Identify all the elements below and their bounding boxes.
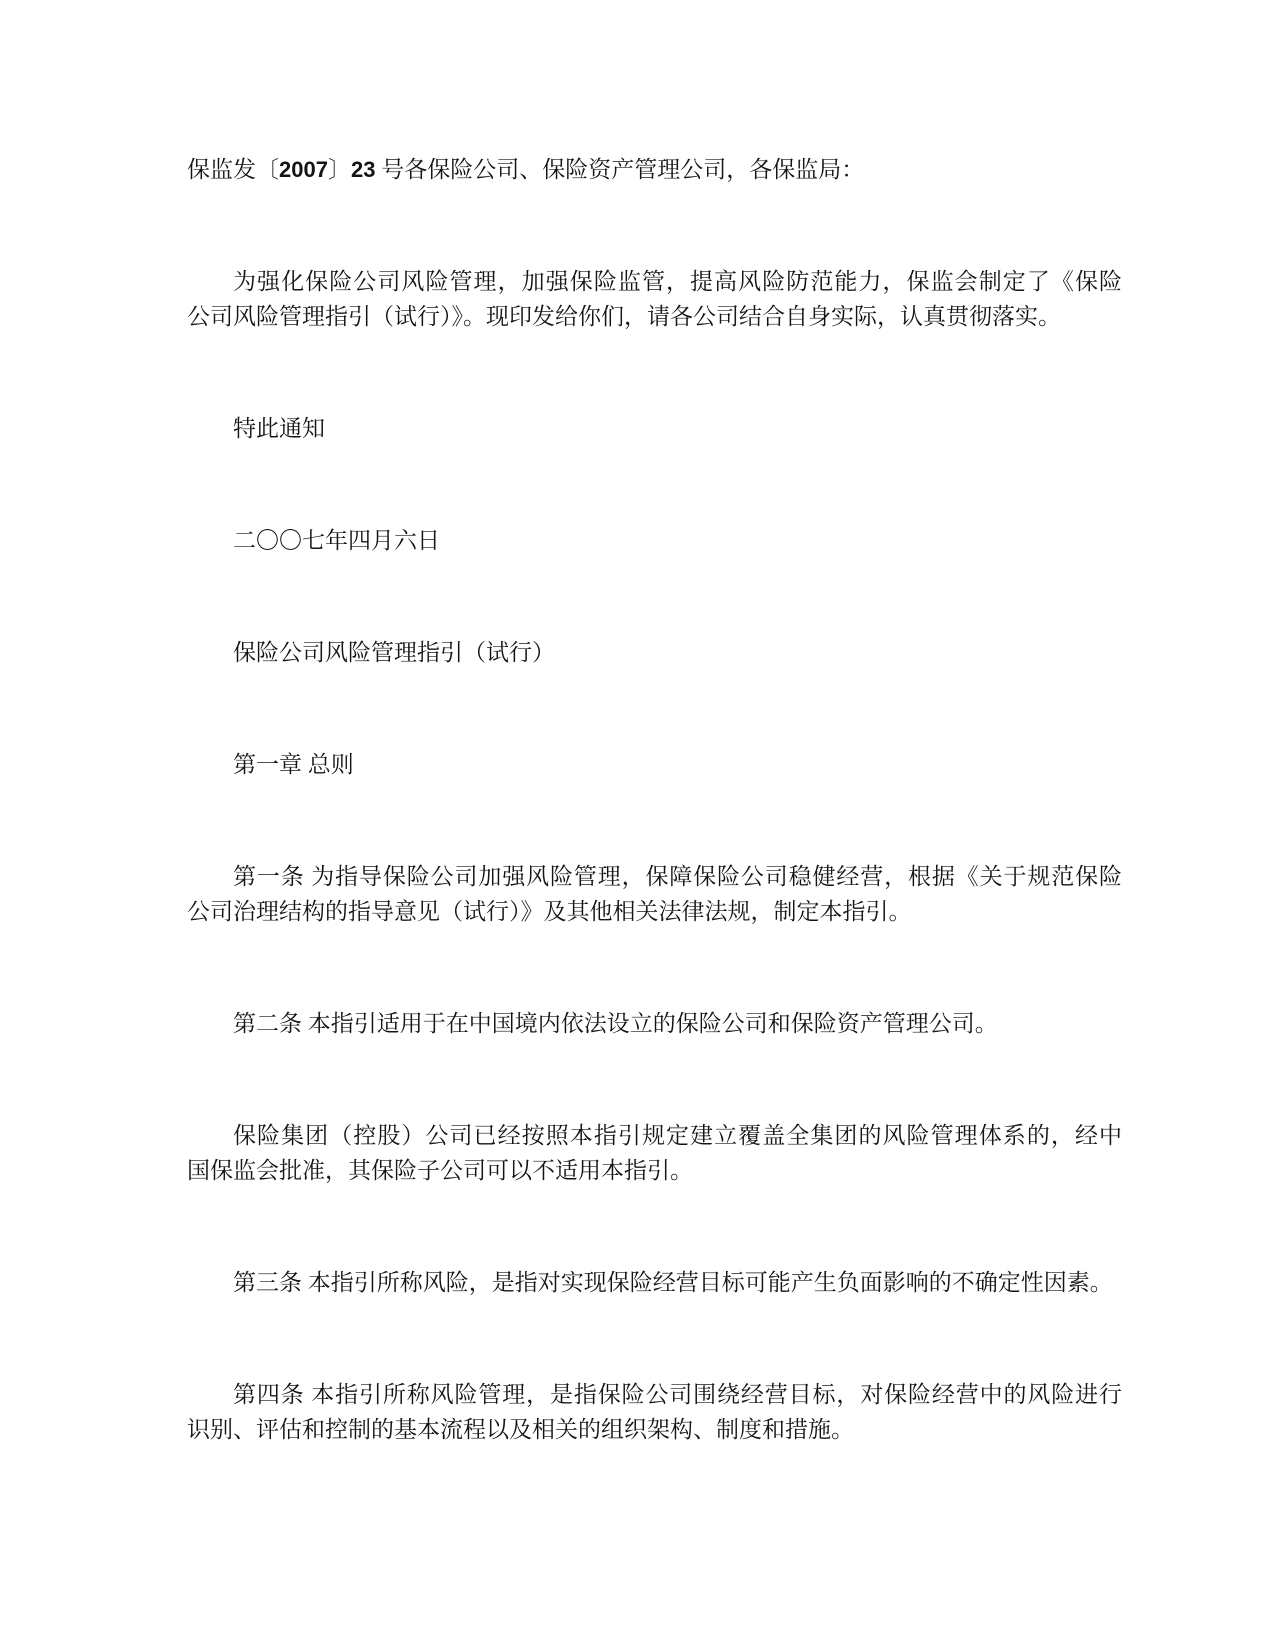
article-2 — [187, 1006, 1122, 1041]
text-line: 保险集团（控股）公司已经按照本指引规定建立覆盖全集团的风险管理体系的，经中 — [233, 1123, 1122, 1148]
chapter-1-heading — [187, 747, 1122, 782]
text-line: 为强化保险公司风险管理，加强保险监管，提高风险防范能力，保监会制定了《保险 — [233, 269, 1122, 294]
text-line: 第一条 为指导保险公司加强风险管理，保障保险公司稳健经营，根据《关于规范保险 — [233, 864, 1122, 889]
notice-closing — [187, 411, 1122, 446]
text-line: 二〇〇七年四月六日 — [233, 528, 440, 553]
date-line — [187, 523, 1122, 558]
text-line: 第一章 总则 — [233, 752, 354, 777]
text-line: 公司治理结构的指导意见（试行）》及其他相关法律法规，制定本指引。 — [187, 899, 912, 924]
text-line: 识别、评估和控制的基本流程以及相关的组织架构、制度和措施。 — [187, 1417, 854, 1442]
article-2-para-2 — [187, 1118, 1122, 1188]
guideline-title — [187, 635, 1122, 670]
text-line: 国保监会批准，其保险子公司可以不适用本指引。 — [187, 1158, 693, 1183]
text-line: 第二条 本指引适用于在中国境内依法设立的保险公司和保险资产管理公司。 — [233, 1011, 998, 1036]
text-line: 保监发〔2007〕23 号各保险公司、保险资产管理公司，各保监局： — [187, 157, 865, 182]
doc-number-line — [187, 152, 1122, 187]
doc-number-digits: 23 — [350, 157, 376, 182]
text-line: 第三条 本指引所称风险，是指对实现保险经营目标可能产生负面影响的不确定性因素。 — [233, 1270, 1113, 1295]
doc-number-digits: 2007 — [279, 157, 328, 182]
text-line: 特此通知 — [233, 416, 325, 441]
article-4 — [187, 1377, 1122, 1447]
article-1 — [187, 859, 1122, 929]
article-3 — [187, 1265, 1122, 1300]
notice-body — [187, 264, 1122, 334]
text-line: 第四条 本指引所称风险管理，是指保险公司围绕经营目标，对保险经营中的风险进行 — [233, 1382, 1122, 1407]
text-line: 公司风险管理指引（试行）》。现印发给你们，请各公司结合自身实际，认真贯彻落实。 — [187, 304, 1061, 329]
text-line: 保险公司风险管理指引（试行） — [233, 640, 555, 665]
